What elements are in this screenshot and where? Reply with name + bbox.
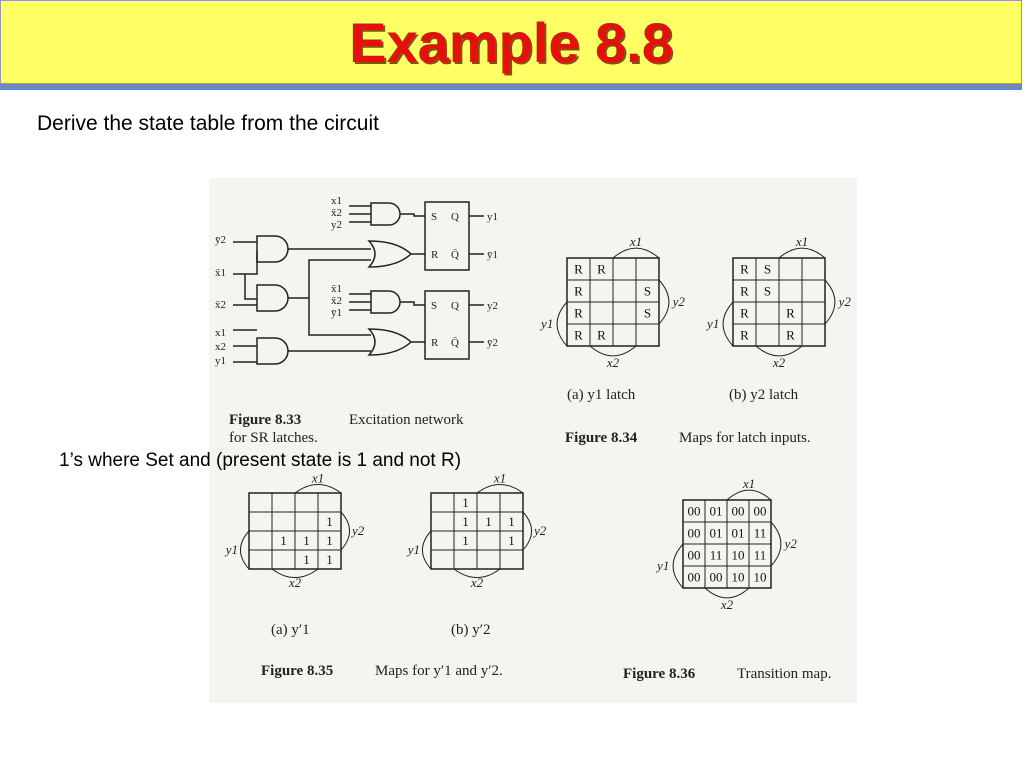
map-cell: 1 (326, 514, 333, 530)
map-bracket (723, 302, 733, 346)
map-cell: R (574, 305, 583, 321)
map-axis-label-x2: x2 (720, 596, 734, 612)
map-axis-label-x1: x1 (742, 475, 756, 491)
svg-text:x̄2: x̄2 (215, 299, 226, 311)
fig833-caption-line2: for SR latches. (229, 430, 318, 446)
fig835a-sublabel: (a) y′1 (271, 622, 310, 638)
fig834-number: Figure 8.34 (565, 430, 638, 446)
slide-title: Example 8.8 (349, 11, 673, 74)
map-cell: R (740, 261, 749, 277)
svg-text:ȳ2: ȳ2 (215, 234, 226, 246)
map-bracket (422, 531, 431, 569)
fig835-caption: Maps for y′1 and y′2. (375, 663, 503, 679)
map-cell: 1 (326, 533, 333, 549)
fig833-caption-line1: Excitation network (349, 412, 464, 428)
svg-text:ȳ2: ȳ2 (487, 337, 498, 349)
map-cell: 11 (709, 547, 723, 563)
map-cell: 1 (303, 552, 310, 568)
map-axis-label-y1: y1 (541, 316, 554, 331)
map-cell: R (574, 327, 583, 343)
map-axis-label-y1: y1 (407, 542, 421, 557)
fig835-number: Figure 8.35 (261, 663, 334, 679)
map-cell: 01 (731, 525, 745, 541)
fig834-caption: Maps for latch inputs. (679, 430, 811, 446)
map-bracket (295, 484, 341, 493)
map-cell: 00 (687, 547, 701, 563)
map-cell: 11 (753, 525, 767, 541)
fig836-number: Figure 8.36 (623, 666, 696, 682)
map-bracket (613, 248, 659, 258)
map-bracket (523, 512, 532, 550)
map-bracket (779, 248, 825, 258)
svg-text:x1: x1 (215, 327, 226, 339)
map-cell: 01 (709, 525, 723, 541)
scanned-figures (209, 178, 857, 703)
map-cell: 10 (731, 569, 745, 585)
excitation-network-circuit (233, 202, 484, 364)
map-axis-label-x2: x2 (288, 575, 302, 591)
fig834b-map (705, 234, 851, 370)
map-cell: 1 (303, 533, 310, 549)
svg-text:x̄1: x̄1 (215, 267, 226, 279)
map-cell: S (763, 261, 772, 277)
map-cell: R (740, 305, 749, 321)
map-cell: 1 (508, 533, 515, 549)
map-cell: R (574, 261, 583, 277)
figures-svg (209, 178, 857, 703)
map-cell: 1 (462, 514, 469, 530)
map-bracket (341, 512, 350, 550)
map-axis-label-y2: y2 (838, 294, 851, 309)
map-bracket (557, 302, 567, 346)
svg-text:ȳ1: ȳ1 (487, 249, 498, 261)
map-axis-label-x1: x1 (795, 233, 809, 249)
svg-text:R: R (431, 249, 439, 261)
fig835b-map (406, 471, 547, 591)
svg-text:y2: y2 (487, 300, 498, 312)
map-cell: S (643, 283, 652, 299)
map-axis-label-x1: x1 (493, 470, 507, 486)
map-cell: R (740, 283, 749, 299)
fig836-transition-map (655, 476, 797, 612)
map-axis-label-y1: y1 (707, 316, 720, 331)
svg-text:ȳ1: ȳ1 (331, 307, 342, 319)
svg-text:S: S (431, 211, 438, 223)
map-bracket (240, 531, 249, 569)
slide-note: 1’s where Set and (present state is 1 and not R) (59, 450, 462, 471)
svg-text:y1: y1 (215, 355, 226, 367)
fig833-number: Figure 8.33 (229, 412, 302, 428)
map-cell: 00 (731, 503, 745, 519)
map-bracket (673, 544, 683, 588)
map-axis-label-y1: y1 (657, 558, 670, 573)
map-cell: 10 (731, 547, 745, 563)
map-bracket (727, 490, 771, 500)
fig834b-sublabel: (b) y2 latch (729, 387, 799, 403)
map-axis-label-y1: y1 (225, 542, 239, 557)
map-cell: 10 (753, 569, 767, 585)
map-cell: R (574, 283, 583, 299)
map-cell: 01 (709, 503, 723, 519)
map-axis-label-x1: x1 (311, 470, 325, 486)
map-bracket (659, 280, 669, 324)
svg-text:x2: x2 (215, 341, 226, 353)
map-cell: 1 (462, 533, 469, 549)
svg-text:y1: y1 (487, 211, 498, 223)
fig836-caption: Transition map. (737, 666, 832, 682)
map-cell: 1 (462, 495, 469, 511)
map-axis-label-x1: x1 (629, 233, 643, 249)
map-cell: R (786, 305, 795, 321)
svg-text:x1: x1 (331, 195, 342, 207)
map-cell: 00 (687, 525, 701, 541)
map-axis-label-y2: y2 (784, 536, 797, 551)
map-cell: R (786, 327, 795, 343)
svg-text:Q̄: Q̄ (451, 249, 459, 261)
map-cell: 00 (753, 503, 767, 519)
map-axis-label-x2: x2 (470, 575, 484, 591)
map-bracket (825, 280, 835, 324)
map-axis-label-y2: y2 (351, 523, 365, 538)
svg-text:S: S (431, 300, 438, 312)
map-cell: 00 (687, 569, 701, 585)
map-cell: S (643, 305, 652, 321)
map-cell: 1 (280, 533, 287, 549)
map-cell: S (763, 283, 772, 299)
slide-subtitle: Derive the state table from the circuit (37, 112, 379, 135)
map-cell: R (597, 261, 606, 277)
map-axis-label-x2: x2 (772, 354, 786, 370)
map-cell: 1 (508, 514, 515, 530)
map-axis-label-y2: y2 (533, 523, 547, 538)
map-cell: 00 (687, 503, 701, 519)
svg-text:x̄2: x̄2 (331, 295, 342, 307)
fig835a-map (224, 471, 365, 591)
svg-text:Q: Q (451, 300, 459, 312)
svg-text:R: R (431, 337, 439, 349)
svg-text:y2: y2 (331, 219, 342, 231)
title-bar (0, 0, 1022, 84)
map-axis-label-y2: y2 (672, 294, 685, 309)
map-cell: R (740, 327, 749, 343)
fig834a-map (539, 234, 685, 370)
map-axis-label-x2: x2 (606, 354, 620, 370)
map-cell: 11 (753, 547, 767, 563)
svg-text:Q̄: Q̄ (451, 337, 459, 349)
map-bracket (771, 522, 781, 566)
map-bracket (477, 484, 523, 493)
map-cell: R (597, 327, 606, 343)
svg-text:x̄2: x̄2 (331, 207, 342, 219)
svg-text:x̄1: x̄1 (331, 283, 342, 295)
map-cell: 00 (709, 569, 723, 585)
fig835b-sublabel: (b) y′2 (451, 622, 491, 638)
map-cell: 1 (326, 552, 333, 568)
fig834a-sublabel: (a) y1 latch (567, 387, 636, 403)
map-cell: 1 (485, 514, 492, 530)
svg-text:Q: Q (451, 211, 459, 223)
